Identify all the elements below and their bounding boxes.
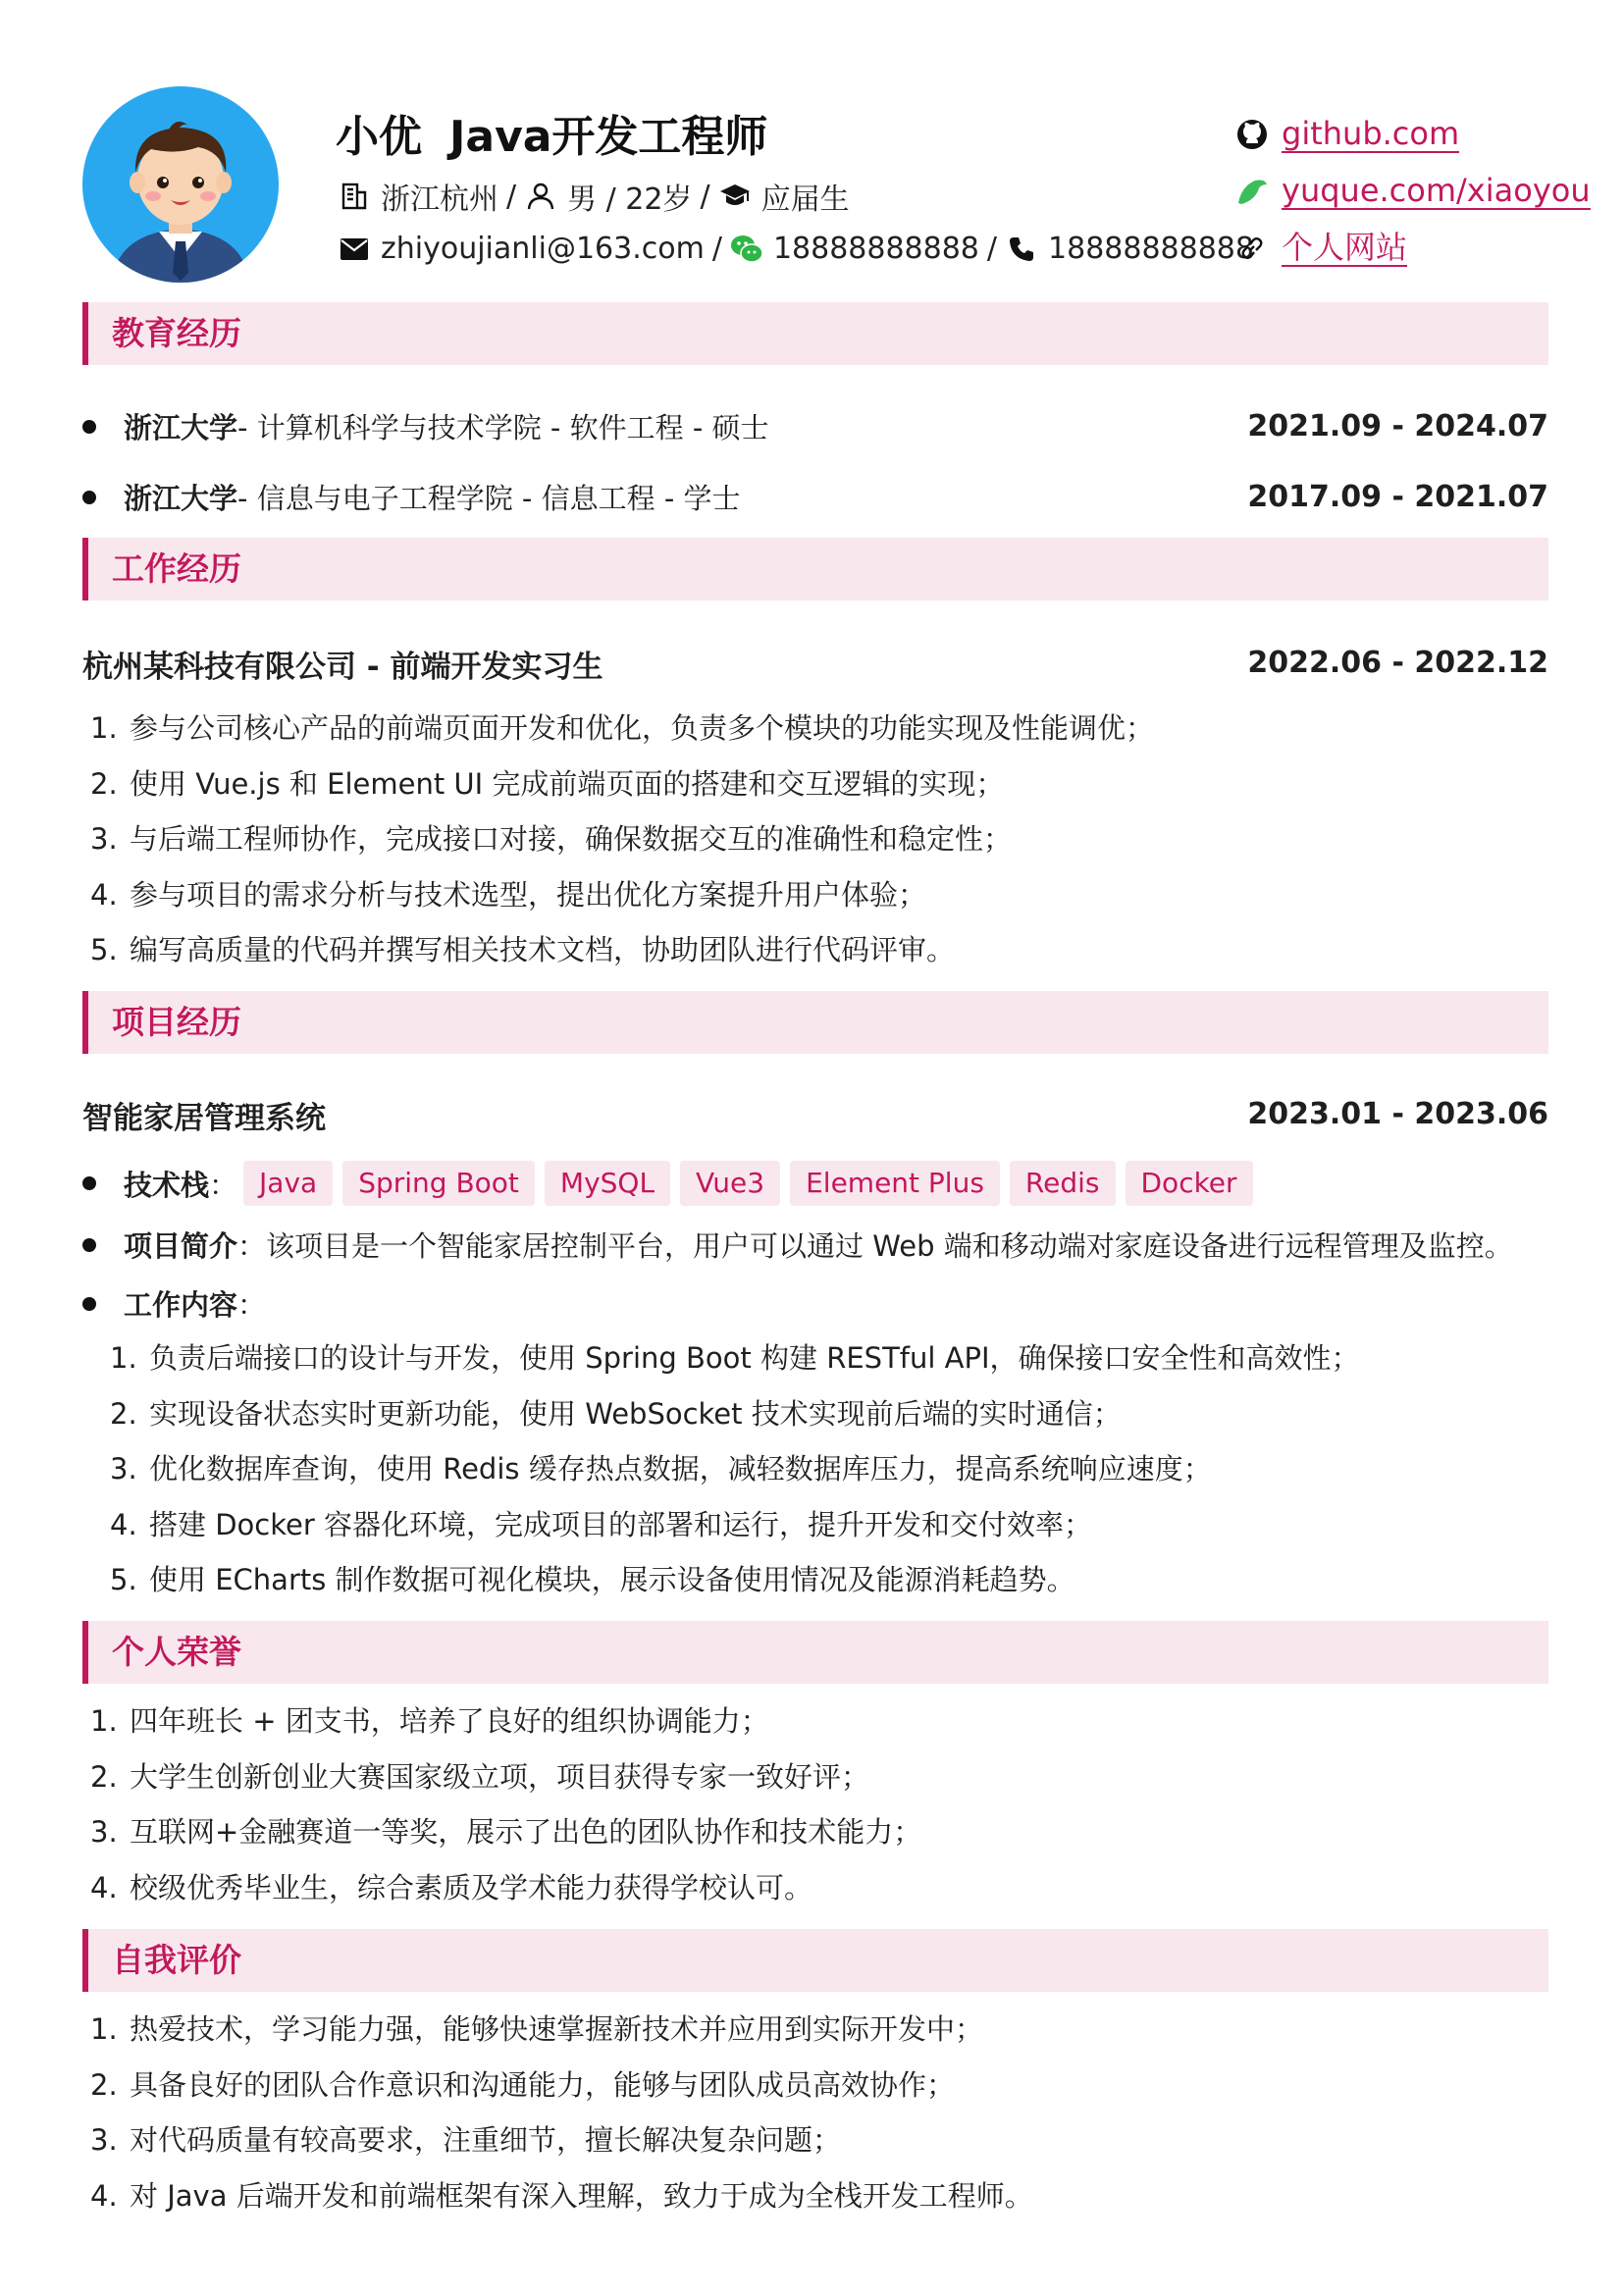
tech-tag: Vue3 xyxy=(680,1161,780,1206)
education-date: 2017.09 - 2021.07 xyxy=(1247,480,1548,514)
list-item: 1. 热爱技术，学习能力强，能够快速掌握新技术并应用到实际开发中； xyxy=(90,2012,984,2046)
section-project-header: 项目经历 xyxy=(82,991,1548,1054)
education-item xyxy=(82,477,1548,517)
project-work-list xyxy=(110,1330,1360,1608)
phone-icon xyxy=(1005,233,1038,266)
section-education-header: 教育经历 xyxy=(82,302,1548,365)
tech-tag: Element Plus xyxy=(790,1161,1000,1206)
github-link[interactable]: github.com xyxy=(1282,115,1460,152)
self-eval-list xyxy=(90,2002,1033,2223)
work-date: 2022.06 - 2022.12 xyxy=(1247,646,1548,680)
list-item: 4. 对 Java 后端开发和前端框架有深入理解，致力于成为全栈开发工程师。 xyxy=(90,2178,1033,2213)
list-item: 3. 与后端工程师协作，完成接口对接，确保数据交互的准确性和稳定性； xyxy=(90,822,1013,856)
list-item: 4. 搭建 Docker 容器化环境，完成项目的部署和运行，提升开发和交付效率； xyxy=(110,1507,1092,1541)
list-item: 2. 大学生创新创业大赛国家级立项，项目获得专家一致好评； xyxy=(90,1759,870,1794)
yuque-icon xyxy=(1234,174,1270,209)
phone-number: 18888888888 xyxy=(1048,232,1254,266)
link-website xyxy=(1234,220,1591,277)
list-item: 4. 校级优秀毕业生，综合素质及学术能力获得学校认可。 xyxy=(90,1870,813,1904)
status: 应届生 xyxy=(760,183,850,217)
project-work-label-row: 工作内容 ： xyxy=(82,1283,1548,1324)
gender-age: 男 / 22岁 xyxy=(567,183,693,217)
person-name: 小优 xyxy=(336,112,422,162)
company-role: 杭州某科技有限公司 - 前端开发实习生 xyxy=(82,650,603,685)
school-name: 浙江大学 xyxy=(124,482,238,515)
basic-info-row: 浙江杭州 / 男 / 22岁 / 应届生 xyxy=(338,175,850,218)
list-item: 5. 编写高质量的代码并撰写相关技术文档，协助团队进行代码评审。 xyxy=(90,933,956,966)
building-icon xyxy=(338,180,371,213)
list-item: 3. 互联网+金融赛道一等奖，展示了出色的团队协作和技术能力； xyxy=(90,1815,922,1849)
section-self-eval-header: 自我评价 xyxy=(82,1929,1548,1992)
education-item xyxy=(82,406,1548,446)
envelope-icon xyxy=(338,233,371,266)
list-item: 1. 参与公司核心产品的前端页面开发和优化，负责多个模块的功能实现及性能调优； xyxy=(90,711,1155,745)
graduation-cap-icon xyxy=(718,180,752,213)
list-item: 2. 使用 Vue.js 和 Element UI 完成前端页面的搭建和交互逻辑的实现； xyxy=(90,766,1005,801)
list-item: 2. 实现设备状态实时更新功能，使用 WebSocket 技术实现前后端的实时通信； xyxy=(110,1396,1122,1431)
education-detail: - 计算机科学与技术学院 - 软件工程 - 硕士 xyxy=(237,411,769,444)
profile-links xyxy=(1234,106,1591,277)
project-intro: 项目简介 ： 该项目是一个智能家居控制平台，用户可以通过 Web 端和移动端对家庭设备进行远程管理及监控。 xyxy=(82,1225,1548,1265)
work-company xyxy=(82,642,1548,686)
section-honors-header: 个人荣誉 xyxy=(82,1621,1548,1684)
list-item: 3. 优化数据库查询，使用 Redis 缓存热点数据，减轻数据库压力，提高系统响应速度； xyxy=(110,1452,1212,1486)
avatar xyxy=(82,86,279,283)
tech-tag: Spring Boot xyxy=(342,1161,535,1206)
list-item: 2. 具备良好的团队合作意识和沟通能力，能够与团队成员高效协作； xyxy=(90,2067,956,2102)
education-detail: - 信息与电子工程学院 - 信息工程 - 学士 xyxy=(237,482,741,515)
project-name: 智能家居管理系统 xyxy=(82,1101,326,1136)
job-title: Java开发工程师 xyxy=(449,112,768,162)
list-item: 1. 负责后端接口的设计与开发，使用 Spring Boot 构建 RESTful API，确保接口安全性和高效性； xyxy=(110,1341,1360,1375)
list-item: 5. 使用 ECharts 制作数据可视化模块，展示设备使用情况及能源消耗趋势。 xyxy=(110,1563,1075,1596)
link-icon xyxy=(1234,231,1270,266)
list-item: 4. 参与项目的需求分析与技术选型，提出优化方案提升用户体验； xyxy=(90,877,927,912)
link-github xyxy=(1234,106,1591,163)
list-item: 1. 四年班长 + 团支书，培养了良好的组织协调能力； xyxy=(90,1704,769,1738)
intro-text: 该项目是一个智能家居控制平台，用户可以通过 Web 端和移动端对家庭设备进行远程管理及监控。 xyxy=(266,1229,1513,1263)
wechat-number: 18888888888 xyxy=(772,232,979,266)
name-title xyxy=(336,101,767,164)
wechat-icon xyxy=(730,233,763,266)
work-content-label: 工作内容 xyxy=(124,1288,238,1322)
project-date: 2023.01 - 2023.06 xyxy=(1247,1097,1548,1131)
link-yuque xyxy=(1234,163,1591,220)
education-date: 2021.09 - 2024.07 xyxy=(1247,409,1548,443)
stack-tags xyxy=(243,1161,1253,1206)
list-item: 3. 对代码质量有较高要求，注重细节，擅长解决复杂问题； xyxy=(90,2123,842,2157)
contact-info-row: zhiyoujianli@163.com / 18888888888 / 18888888888 xyxy=(338,232,1254,266)
city: 浙江杭州 xyxy=(381,183,498,217)
work-list xyxy=(90,701,1154,978)
section-work-header: 工作经历 xyxy=(82,538,1548,600)
stack-label: 技术栈 xyxy=(124,1168,210,1202)
website-link[interactable]: 个人网站 xyxy=(1282,229,1408,266)
tech-tag: Java xyxy=(243,1161,333,1206)
honors-list xyxy=(90,1694,921,1915)
school-name: 浙江大学 xyxy=(124,411,238,444)
yuque-link[interactable]: yuque.com/xiaoyou xyxy=(1282,172,1591,209)
project-stack: 技术栈 ： Java Spring Boot MySQL Vue3 Element Plus Redis Docker xyxy=(82,1161,1548,1206)
github-icon xyxy=(1234,117,1270,152)
tech-tag: Docker xyxy=(1126,1161,1253,1206)
tech-tag: Redis xyxy=(1010,1161,1116,1206)
email: zhiyoujianli@163.com xyxy=(381,232,705,266)
tech-tag: MySQL xyxy=(545,1161,670,1206)
user-icon xyxy=(524,180,557,213)
intro-label: 项目简介 xyxy=(124,1229,238,1263)
project-title xyxy=(82,1093,1548,1137)
